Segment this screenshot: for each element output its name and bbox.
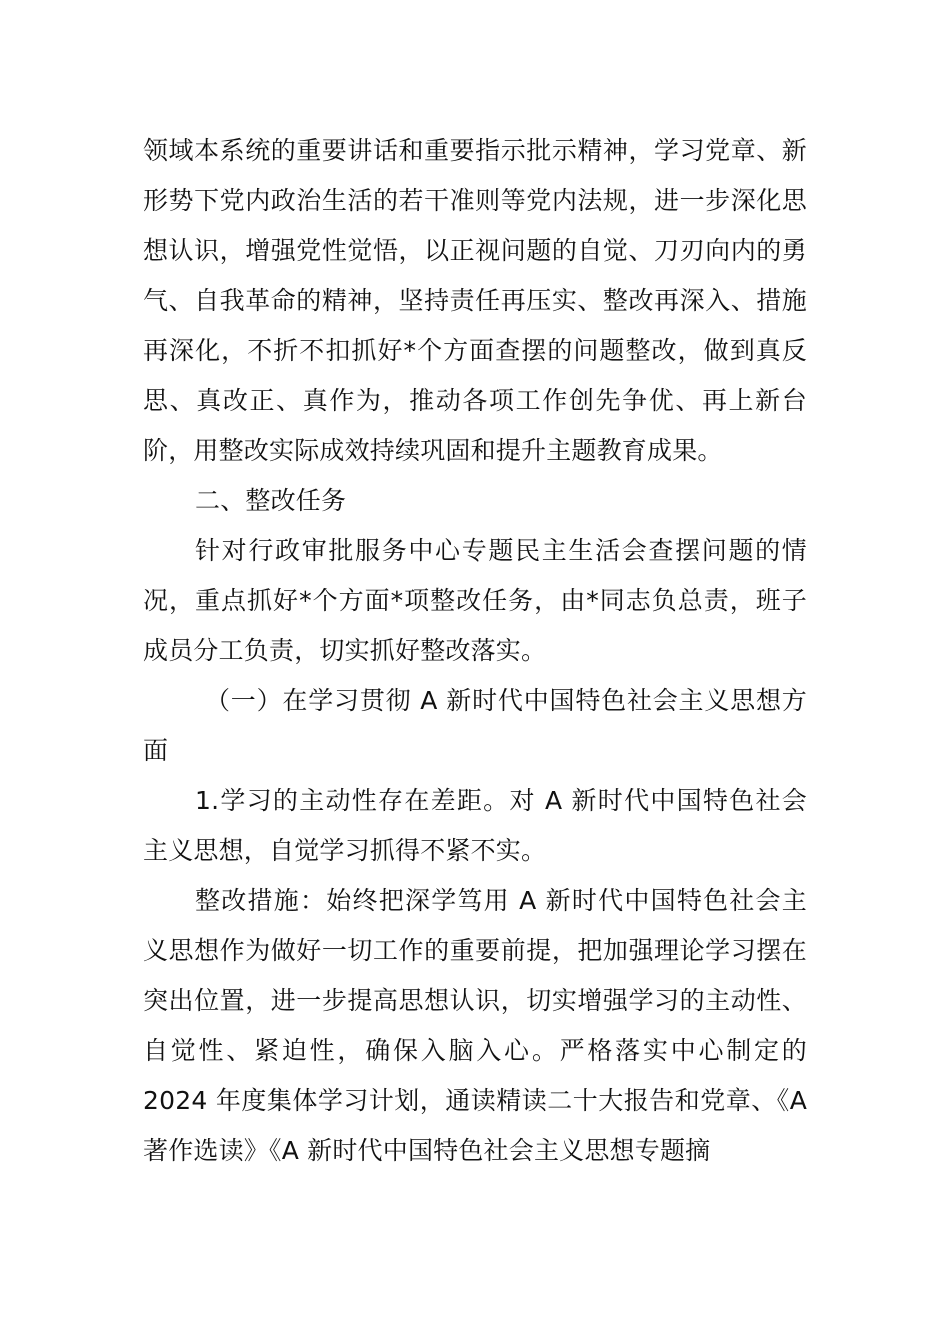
item-heading-1: 1.学习的主动性存在差距。对 A 新时代中国特色社会主义思想，自觉学习抓得不紧不实。	[143, 786, 807, 865]
document-body	[143, 126, 807, 1176]
body-paragraph-continuation: 领域本系统的重要讲话和重要指示批示精神，学习党章、新形势下党内政治生活的若干准则等党内法规，进一步深化思想认识，增强党性觉悟，以正视问题的自觉、刀刃向内的勇气、自我革命的精神，坚持责任再压实、整改再深入、措施再深化，不折不扣抓好*个方面查摆的问题整改，做到真反思、真改正、真作为，推动各项工作创先争优、再上新台阶，用整改实际成效持续巩固和提升主题教育成果。	[143, 136, 807, 465]
section-heading-rectification-tasks: 二、整改任务	[195, 486, 347, 515]
body-paragraph-tasks-intro: 针对行政审批服务中心专题民主生活会查摆问题的情况，重点抓好*个方面*项整改任务，由*同志负总责，班子成员分工负责，切实抓好整改落实。	[143, 536, 807, 665]
body-paragraph-measures: 整改措施：始终把深学笃用 A 新时代中国特色社会主义思想作为做好一切工作的重要前提，把加强理论学习摆在突出位置，进一步提高思想认识，切实增强学习的主动性、自觉性、紧迫性，确保入脑入心。严格落实中心制定的 2024 年度集体学习计划，通读精读二十大报告和党章、《A 著作选读》《A 新时代中国特色社会主义思想专题摘	[143, 886, 807, 1165]
subsection-heading-1: （一）在学习贯彻 A 新时代中国特色社会主义思想方面	[143, 686, 807, 765]
